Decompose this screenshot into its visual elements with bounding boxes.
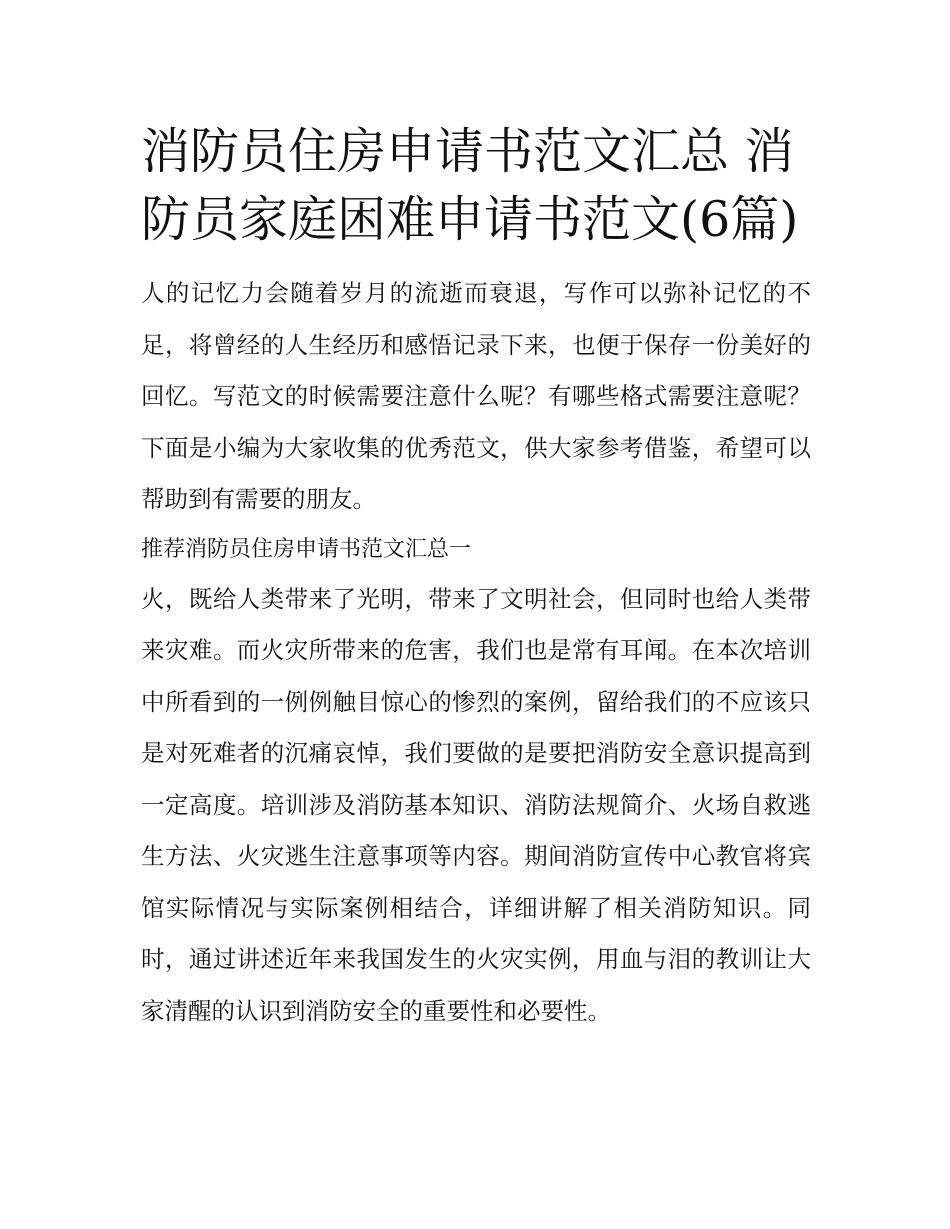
section-heading: 推荐消防员住房申请书范文汇总一 [141,536,472,562]
document-page [141,118,811,1037]
document-title: 消防员住房申请书范文汇总 消防员家庭困难申请书范文(6篇) [141,123,799,248]
section-paragraph: 火，既给人类带来了光明，带来了文明社会，但同时也给人类带来灾难。而火灾所带来的危害，我们也是常有耳闻。在本次培训中所看到的一例例触目惊心的惨烈的案例，留给我们的不应该只是对死难者的沉痛哀悼，我们要做的是要把消防安全意识提高到一定高度。培训涉及消防基本知识、消防法规简介、火场自救逃生方法、火灾逃生注意事项等内容。期间消防宣传中心教官将宾馆实际情况与实际案例相结合，详细讲解了相关消防知识。同时，通过讲述近年来我国发生的火灾实例，用血与泪的教训让大家清醒的认识到消防安全的重要性和必要性。 [141,584,811,1025]
intro-paragraph: 人的记忆力会随着岁月的流逝而衰退，写作可以弥补记忆的不足，将曾经的人生经历和感悟记录下来，也便于保存一份美好的回忆。写范文的时候需要注意什么呢？有哪些格式需要注意呢？下面是小编为大家收集的优秀范文，供大家参考借鉴，希望可以帮助到有需要的朋友。 [141,279,811,513]
